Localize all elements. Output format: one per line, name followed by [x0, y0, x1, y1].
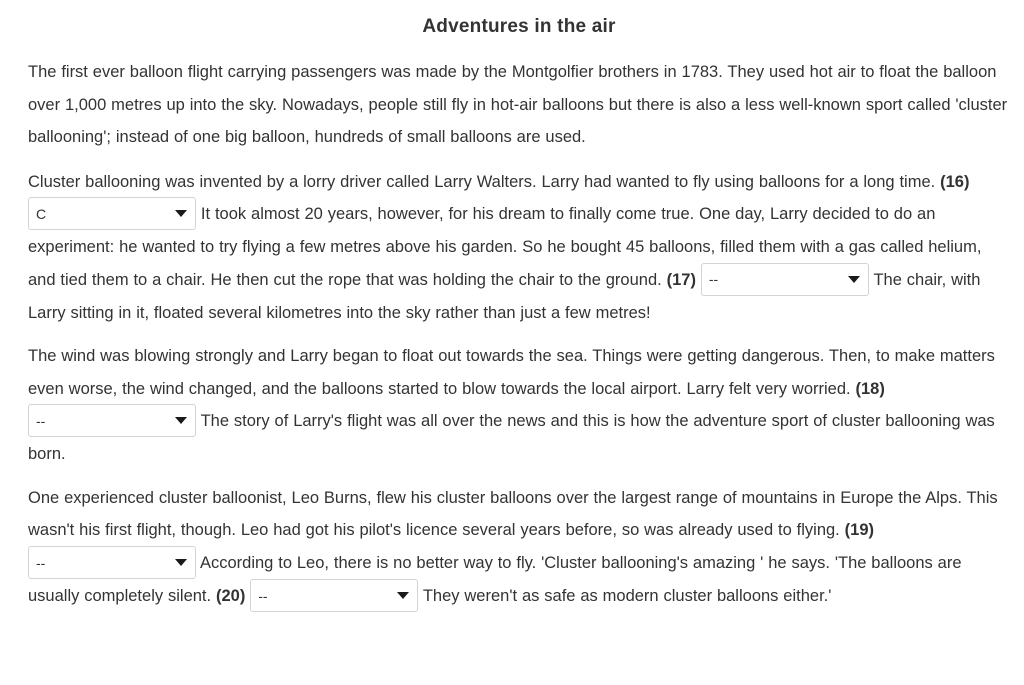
gap-20-dropdown[interactable] [250, 579, 418, 612]
page-title: Adventures in the air [422, 16, 616, 37]
gap-20-label: (20) [216, 587, 246, 606]
paragraph-1 [28, 56, 1010, 154]
gap-18-dropdown[interactable] [28, 404, 196, 437]
gap-17-label: (17) [666, 270, 696, 289]
gap-20-selected-value: -- [258, 587, 268, 604]
paragraph-4-text-a: One experienced cluster balloonist, Leo Burns, flew his cluster balloons over the largest range of mountains in Europe the Alps. This wasn't his first flight, though. Leo had got his pilot's licence several years before, so was already used to flying. [28, 488, 998, 540]
gap-16-selected-value: C [36, 205, 47, 222]
paragraph-4 [28, 482, 1010, 613]
paragraph-3-text-a: The wind was blowing strongly and Larry began to float out towards the sea. Things were getting dangerous. Then, to make matters even worse, the wind changed, and the balloons started to blow towards the local airport. Larry felt very worried. [28, 347, 995, 398]
gap-17-dropdown[interactable] [701, 263, 869, 296]
gap-18-selected-value: -- [36, 412, 46, 429]
paragraph-3-text-b: The story of Larry's flight was all over the news and this is how the adventure sport of cluster ballooning was born. [28, 412, 995, 464]
gap-18-label: (18) [855, 379, 885, 398]
paragraph-2-text-b: It took almost 20 years, however, for his dream to finally come true. One day, Larry decided to do an experiment: he wanted to try flying a few metres above his garden. So he bought 45 balloons, filled them with a gas called helium, and tied them to a chair. He then cut the rope that was holding the chair to the ground. [28, 205, 982, 289]
paragraph-4-text-b: According to Leo, there is no better way to fly. 'Cluster ballooning's amazing ' he says. 'The balloons are usually completely silent. [28, 553, 962, 606]
gap-16-dropdown[interactable] [28, 197, 196, 230]
paragraph-4-text-c: They weren't as safe as modern cluster balloons either.' [422, 587, 832, 606]
chevron-down-icon [175, 417, 187, 424]
gap-17-selected-value: -- [708, 271, 719, 288]
chevron-down-icon [175, 210, 187, 217]
paragraph-1-text: The first ever balloon flight carrying passengers was made by the Montgolfier brothers in 1783. They used hot air to float the balloon over 1,000 metres up into the sky. Nowadays, people still fly in hot-air balloons but there is also a less well-known sport called 'cluster ballooning'; instead of one big balloon, hundreds of small balloons are used. [28, 63, 1008, 146]
gap-19-label: (19) [844, 521, 875, 540]
gap-19-selected-value: -- [36, 554, 46, 571]
paragraph-2-text-c: The chair, with Larry sitting in it, floated several kilometres into the sky rather than just a few metres! [28, 270, 981, 322]
gap-16-label: (16) [940, 172, 970, 191]
chevron-down-icon [848, 276, 860, 283]
paragraph-2-text-a: Cluster ballooning was invented by a lorry driver called Larry Walters. Larry had wanted to fly using balloons for a long time. [28, 172, 936, 191]
paragraph-2 [28, 166, 1010, 330]
gap-19-dropdown[interactable] [28, 546, 196, 579]
chevron-down-icon [175, 559, 187, 566]
chevron-down-icon [397, 592, 409, 599]
paragraph-3 [28, 340, 1010, 471]
